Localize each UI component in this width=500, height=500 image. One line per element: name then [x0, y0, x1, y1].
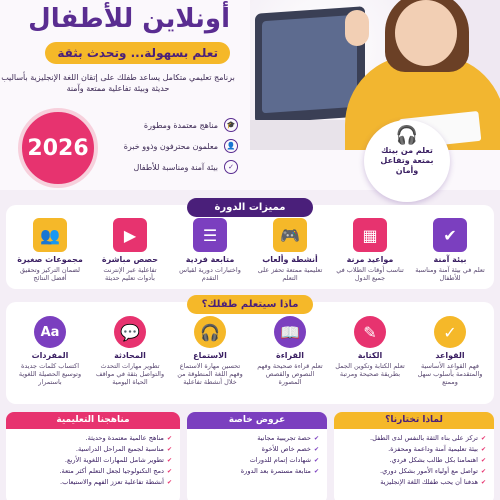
list-item: ✔دمج التكنولوجيا لجعل التعلم أكثر متعة. [59, 467, 172, 475]
list-item: ✔خصم خاص للأخوة [261, 445, 319, 453]
feature-card-flexible: ▦ مواعيد مرنة تناسب أوقات الطلاب في جميع الدول [334, 218, 406, 282]
gamepad-icon: 🎮 [273, 218, 307, 252]
hero-description: برنامج تعليمي متكامل يساعد طفلك على إتقان اللغة الإنجليزية بأساليب حديثة وبيئة تفاعلية ممتعة وآمنة [1, 73, 235, 93]
list-item: ✔حصة تجريبية مجانية [257, 434, 319, 442]
check-icon: ✔ [166, 446, 172, 453]
skill-conversation: 💬 المحادثة تطوير مهارات التحدث والتواصل بثقة في مواقف الحياة اليومية [94, 316, 166, 386]
list-item: ✔متابعة مستمرة بعد الدورة [240, 467, 319, 475]
list-item: ✔هدفنا أن يحب طفلك اللغة الإنجليزية [380, 478, 486, 486]
list-item: ✔مناهج عالمية معتمدة وحديثة. [85, 434, 172, 442]
chat-icon: 💬 [114, 316, 146, 348]
letters-icon: Aa [34, 316, 66, 348]
list-item: ✔بيئة تعليمية آمنة وداعمة ومحفزة. [388, 445, 486, 453]
list-item: ✔شهادات إتمام للدورات [249, 456, 319, 464]
check-icon: ✔ [313, 446, 319, 453]
pen-icon: ✎ [354, 316, 386, 348]
headset-icon: 🎧 [395, 125, 419, 146]
offers-title: عروض خاصة [187, 412, 327, 429]
course-features-list [14, 218, 486, 282]
hero-feature: ✓ بيئة آمنة ومناسبة للأطفال [90, 160, 238, 174]
tagline: تعلم بسهولة... وتحدث بثقة [45, 42, 230, 64]
check-icon: ✔ [313, 468, 319, 475]
check-icon: ✔ [166, 457, 172, 464]
why-us-list [334, 429, 494, 492]
skill-listening: 🎧 الاستماع تحسين مهارة الاستماع وفهم اللغة المنطوقة من خلال أنشطة تفاعلية [174, 316, 246, 386]
check-icon: ✔ [480, 457, 486, 464]
offers-list [187, 429, 327, 481]
hero-feature: 👤 معلمون محترفون وذوو خبرة [90, 139, 238, 153]
list-item: ✔مناسبة لجميع المراحل الدراسية. [75, 445, 172, 453]
shield-icon: ✓ [224, 160, 238, 174]
book-icon: 📖 [274, 316, 306, 348]
year-badge: 2026 [18, 108, 98, 188]
course-features-title: مميزات الدورة [187, 198, 313, 217]
learn-from-home-badge: 🎧 تعلم من بيتك بمتعة وتفاعل وأمان [364, 120, 450, 202]
teacher-icon: 👤 [224, 139, 238, 153]
check-icon: ✔ [480, 446, 486, 453]
graduation-cap-icon: 🎓 [224, 118, 238, 132]
check-icon: ✔ [480, 468, 486, 475]
list-item: ✔تواصل مع أولياء الأمور بشكل دوري. [380, 467, 486, 475]
list-item: ✔اهتمامنا بكل طالب بشكل فردي. [389, 456, 486, 464]
list-item: ✔أنشطة تفاعلية تعزز الفهم والاستيعاب. [60, 478, 172, 486]
skills-list [14, 316, 486, 386]
check-icon: ✔ [166, 479, 172, 486]
offers-box [187, 412, 327, 500]
clipboard-icon: ☰ [193, 218, 227, 252]
feature-card-safe: ✔ بيئة آمنة تعلم في بيئة آمنة ومناسبة للأطفال [414, 218, 486, 282]
check-icon: ✔ [166, 435, 172, 442]
check-icon: ✔ [313, 435, 319, 442]
check-icon: ✔ [166, 468, 172, 475]
skills-title: ماذا سيتعلم طفلك؟ [187, 295, 313, 314]
why-us-title: لماذا تختارنا؟ [334, 412, 494, 429]
curriculum-box [6, 412, 180, 500]
check-icon: ✔ [480, 435, 486, 442]
curriculum-title: مناهجنا التعليمية [6, 412, 180, 429]
calendar-icon: ▦ [353, 218, 387, 252]
skill-vocabulary: Aa المفردات اكتساب كلمات جديدة وتوسيع الحصيلة اللغوية باستمرار [14, 316, 86, 386]
hero-feature: 🎓 مناهج معتمدة ومطورة [90, 118, 238, 132]
skill-reading: 📖 القراءة تعلم قراءة صحيحة وفهم النصوص والقصص المصورة [254, 316, 326, 386]
feature-card-games: 🎮 أنشطة وألعاب تعليمية ممتعة تحفز على التعلم [254, 218, 326, 282]
shield-check-icon: ✔ [433, 218, 467, 252]
hero-features [90, 118, 238, 181]
group-icon: 👥 [33, 218, 67, 252]
check-badge-icon: ✓ [434, 316, 466, 348]
video-icon: ▶ [113, 218, 147, 252]
skill-grammar: ✓ القواعد فهم القواعد الأساسية والمتقدمة بأسلوب سهل وممتع [414, 316, 486, 386]
list-item: ✔تركز على بناء الثقة بالنفس لدى الطفل. [370, 434, 486, 442]
curriculum-list [6, 429, 180, 492]
page-title: أونلاين للأطفال [28, 4, 230, 34]
check-icon: ✔ [313, 457, 319, 464]
list-item: ✔تطوير شامل للمهارات اللغوية الأربع. [64, 456, 172, 464]
why-us-box [334, 412, 494, 500]
feature-card-groups: 👥 مجموعات صغيرة لضمان التركيز وتحقيق أفضل النتائج [14, 218, 86, 282]
skill-writing: ✎ الكتابة تعلم الكتابة وتكوين الجمل بطريقة صحيحة ومرتبة [334, 316, 406, 386]
feature-card-followup: ☰ متابعة فردية واختبارات دورية لقياس التقدم [174, 218, 246, 282]
check-icon: ✔ [480, 479, 486, 486]
feature-card-live: ▶ حصص مباشرة تفاعلية عبر الإنترنت بأدوات تعليم حديثة [94, 218, 166, 282]
headphones-icon: 🎧 [194, 316, 226, 348]
